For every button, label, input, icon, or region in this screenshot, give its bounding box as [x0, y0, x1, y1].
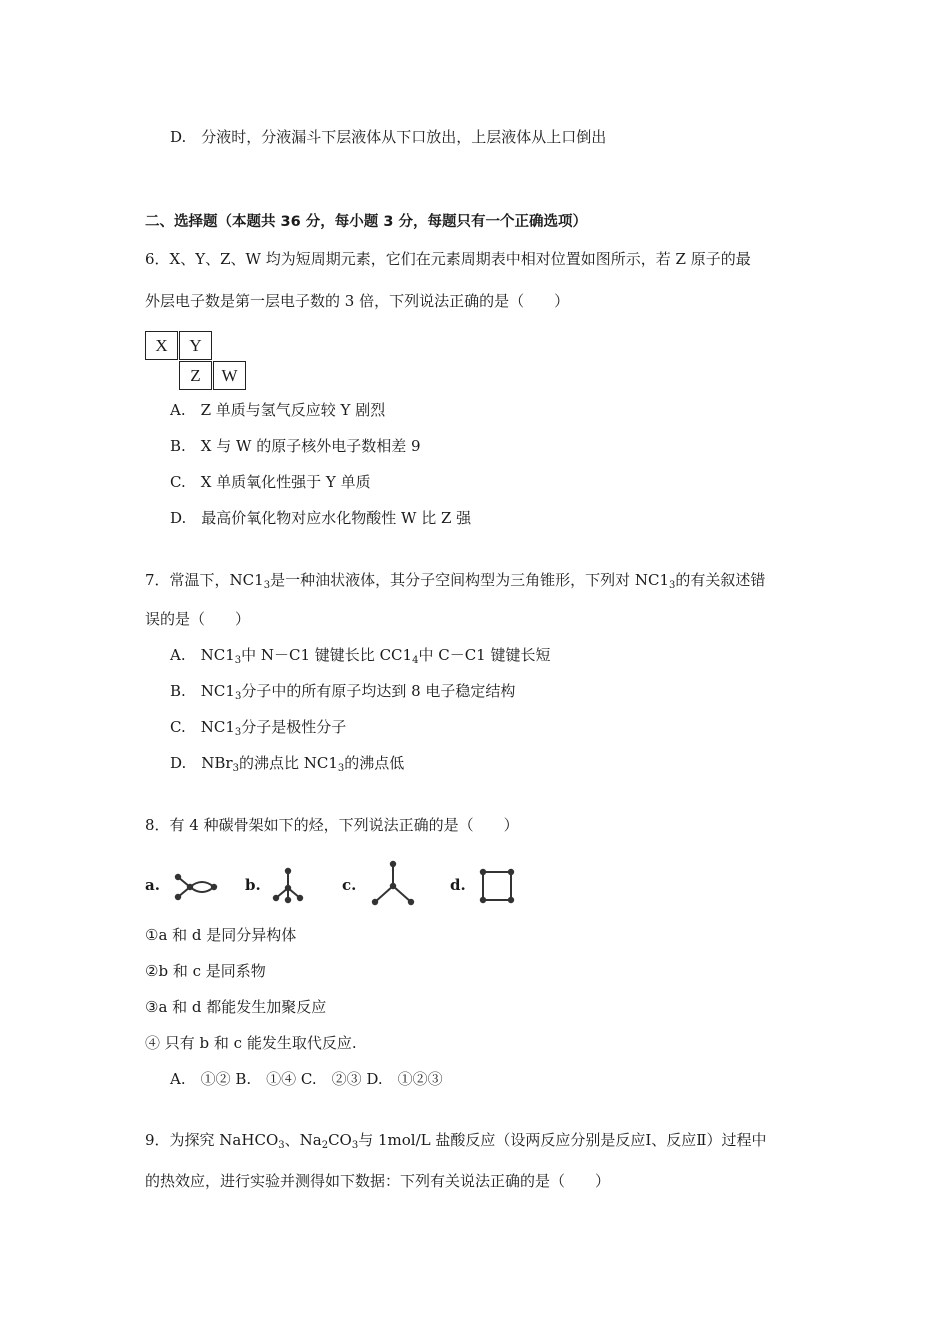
- cell-y: Y: [179, 331, 212, 360]
- q8-statement-2: ②b 和 c 是同系物: [145, 962, 266, 980]
- skeleton-d-icon: [475, 864, 519, 908]
- q6-stem-line2: 外层电子数是第一层电子数的 3 倍，下列说法正确的是（ ）: [145, 292, 570, 310]
- q7-option-c: C. $NC1_3$分子是极性分子: [170, 718, 347, 738]
- skeleton-c-icon: [368, 858, 418, 910]
- q9-stem-line1: 9．为探究 NaHCO$_3$、$Na_2CO_3$与 1mol/L 盐酸反应（设两反应分别是反应Ⅰ、反应Ⅱ）过程中: [145, 1131, 767, 1151]
- periodic-table-fragment: [145, 331, 249, 393]
- q6-option-c: C. X 单质氧化性强于 Y 单质: [170, 473, 371, 491]
- skeleton-a-icon: [172, 866, 224, 908]
- q6-option-a: A. Z 单质与氢气反应较 Y 剧烈: [170, 401, 386, 419]
- q7-option-b: B. $NC1_3$分子中的所有原子均达到 8 电子稳定结构: [170, 682, 516, 702]
- cell-x: X: [145, 331, 178, 360]
- q6-stem-line1: 6．X、Y、Z、W 均为短周期元素，它们在元素周期表中相对位置如图所示，若 Z 原子的最: [145, 250, 751, 268]
- q6-option-d: D. 最高价氧化物对应水化物酸性 W 比 Z 强: [170, 509, 472, 527]
- q7-stem-line2: 误的是（ ）: [145, 610, 251, 628]
- q7-option-d: D. NBr$_3$的沸点比 $NC1_3$的沸点低: [170, 754, 405, 774]
- q9-stem-line2: 的热效应，进行实验并测得如下数据：下列有关说法正确的是（ ）: [145, 1172, 611, 1190]
- q8-statement-4: ④ 只有 b 和 c 能发生取代反应.: [145, 1034, 357, 1052]
- q7-option-a: A. $NC1_3$中 N－C1 键键长比 $CC1_4$中 C－C1 键键长短: [170, 646, 551, 666]
- skeleton-b-label: b.: [245, 876, 261, 894]
- q8-statement-3: ③a 和 d 都能发生加聚反应: [145, 998, 327, 1016]
- q7-stem-line1: 7．常温下，$NC1_3$是一种油状液体，其分子空间构型为三角锥形，下列对 $NC1_3$的有关叙述错: [145, 571, 766, 591]
- cell-z: Z: [179, 361, 212, 390]
- skeleton-b-icon: [268, 866, 310, 908]
- q8-statement-1: ①a 和 d 是同分异构体: [145, 926, 297, 944]
- q8-stem: 8．有 4 种碳骨架如下的烃，下列说法正确的是（ ）: [145, 816, 519, 834]
- q8-choices: A. ①② B. ①④ C. ②③ D. ①②③: [170, 1070, 443, 1088]
- q5-option-d: D. 分液时，分液漏斗下层液体从下口放出，上层液体从上口倒出: [170, 128, 607, 146]
- skeleton-d-label: d.: [450, 876, 466, 894]
- q6-option-b: B. X 与 W 的原子核外电子数相差 9: [170, 437, 421, 455]
- skeleton-c-label: c.: [342, 876, 357, 894]
- skeleton-a-label: a.: [145, 876, 160, 894]
- section-heading: 二、选择题（本题共 36 分，每小题 3 分，每题只有一个正确选项）: [145, 214, 587, 230]
- cell-w: W: [213, 361, 246, 390]
